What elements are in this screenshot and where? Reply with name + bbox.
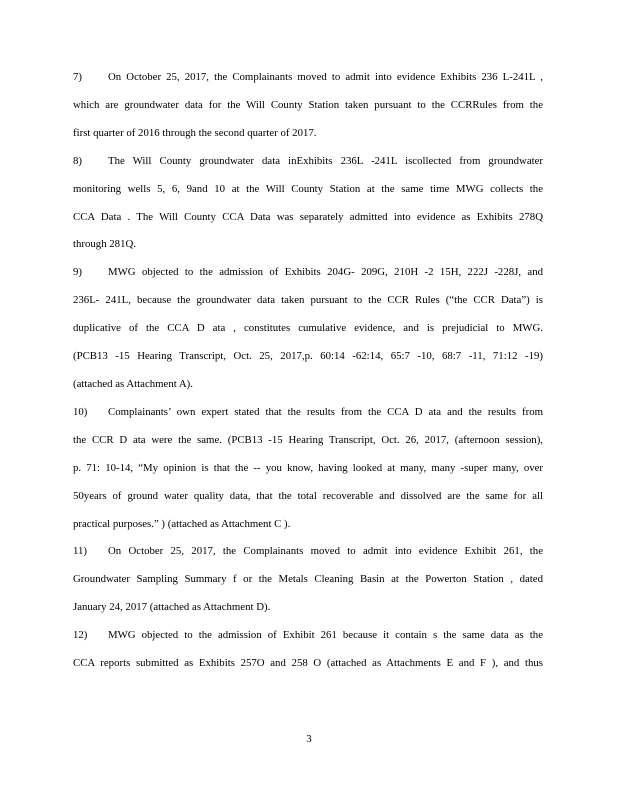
paragraph-number: 10) xyxy=(73,405,88,418)
paragraph-11 xyxy=(73,538,543,622)
paragraph-number: 12) xyxy=(73,629,88,642)
paragraph-line: 9) MWG objected to the admission of Exhibits 204G- 209G, 210H -2 15H, 222J -228J, and xyxy=(73,259,543,287)
paragraph-line: 236L- 241L, because the groundwater data taken pursuant to the CCR Rules (“the CCR Data”) is xyxy=(73,294,543,307)
paragraph-line: duplicative of the CCA D ata , constitutes cumulative evidence, and is prejudicial to MWG. xyxy=(73,322,543,335)
page-number: 3 xyxy=(306,733,312,745)
paragraph-number: 7) xyxy=(73,71,82,83)
paragraph-line: through 281Q. xyxy=(73,238,136,251)
paragraph-line: (PCB13 -15 Hearing Transcript, Oct. 25, 2017,p. 60:14 -62:14, 65:7 -10, 68:7 -11, 71:12 -19) xyxy=(73,350,543,363)
paragraph-line: 50years of ground water quality data, that the total recoverable and dissolved are the same for all xyxy=(73,489,543,502)
paragraph-line: 7) On October 25, 2017, the Complainants moved to admit into evidence Exhibits 236 L-241L , xyxy=(73,64,543,92)
paragraph-line: January 24, 2017 (attached as Attachment D). xyxy=(73,601,271,614)
paragraph-line: CCA reports submitted as Exhibits 257O and 258 O (attached as Attachments E and F ), and thus xyxy=(73,657,543,670)
paragraph-line: 8) The Will County groundwater data inExhibits 236L -241L iscollected from groundwater xyxy=(73,148,543,176)
paragraph-line: 12) MWG objected to the admission of Exhibit 261 because it contain s the same data as the xyxy=(73,622,543,650)
paragraph-line: 11) On October 25, 2017, the Complainants moved to admit into evidence Exhibit 261, the xyxy=(73,538,543,566)
paragraph-line: (attached as Attachment A). xyxy=(73,377,193,390)
paragraph-line: CCA Data . The Will County CCA Data was separately admitted into evidence as Exhibits 278Q xyxy=(73,210,543,223)
paragraph-line: practical purposes.” ) (attached as Attachment C ). xyxy=(73,517,291,530)
paragraph-12 xyxy=(73,622,543,678)
paragraph-line: monitoring wells 5, 6, 9and 10 at the Will County Station at the same time MWG collects the xyxy=(73,182,543,195)
paragraph-8 xyxy=(73,148,543,260)
paragraph-10 xyxy=(73,399,543,539)
paragraph-line: which are groundwater data for the Will County Station taken pursuant to the CCRRules from the xyxy=(73,98,543,111)
paragraph-line: the CCR D ata were the same. (PCB13 -15 Hearing Transcript, Oct. 26, 2017, (afternoon session), xyxy=(73,433,543,446)
paragraph-line: first quarter of 2016 through the second quarter of 2017. xyxy=(73,126,317,139)
document-body xyxy=(73,64,543,678)
paragraph-line: p. 71: 10-14, “My opinion is that the -- you know, having looked at many, many -super many, over xyxy=(73,461,543,474)
paragraph-line: Groundwater Sampling Summary f or the Metals Cleaning Basin at the Powerton Station , dated xyxy=(73,573,543,586)
paragraph-number: 8) xyxy=(73,154,82,167)
paragraph-number: 9) xyxy=(73,266,82,279)
paragraph-number: 11) xyxy=(73,545,87,558)
paragraph-7 xyxy=(73,64,543,148)
paragraph-line: 10) Complainants’ own expert stated that the results from the CCA D ata and the results from xyxy=(73,399,543,427)
paragraph-9 xyxy=(73,259,543,399)
